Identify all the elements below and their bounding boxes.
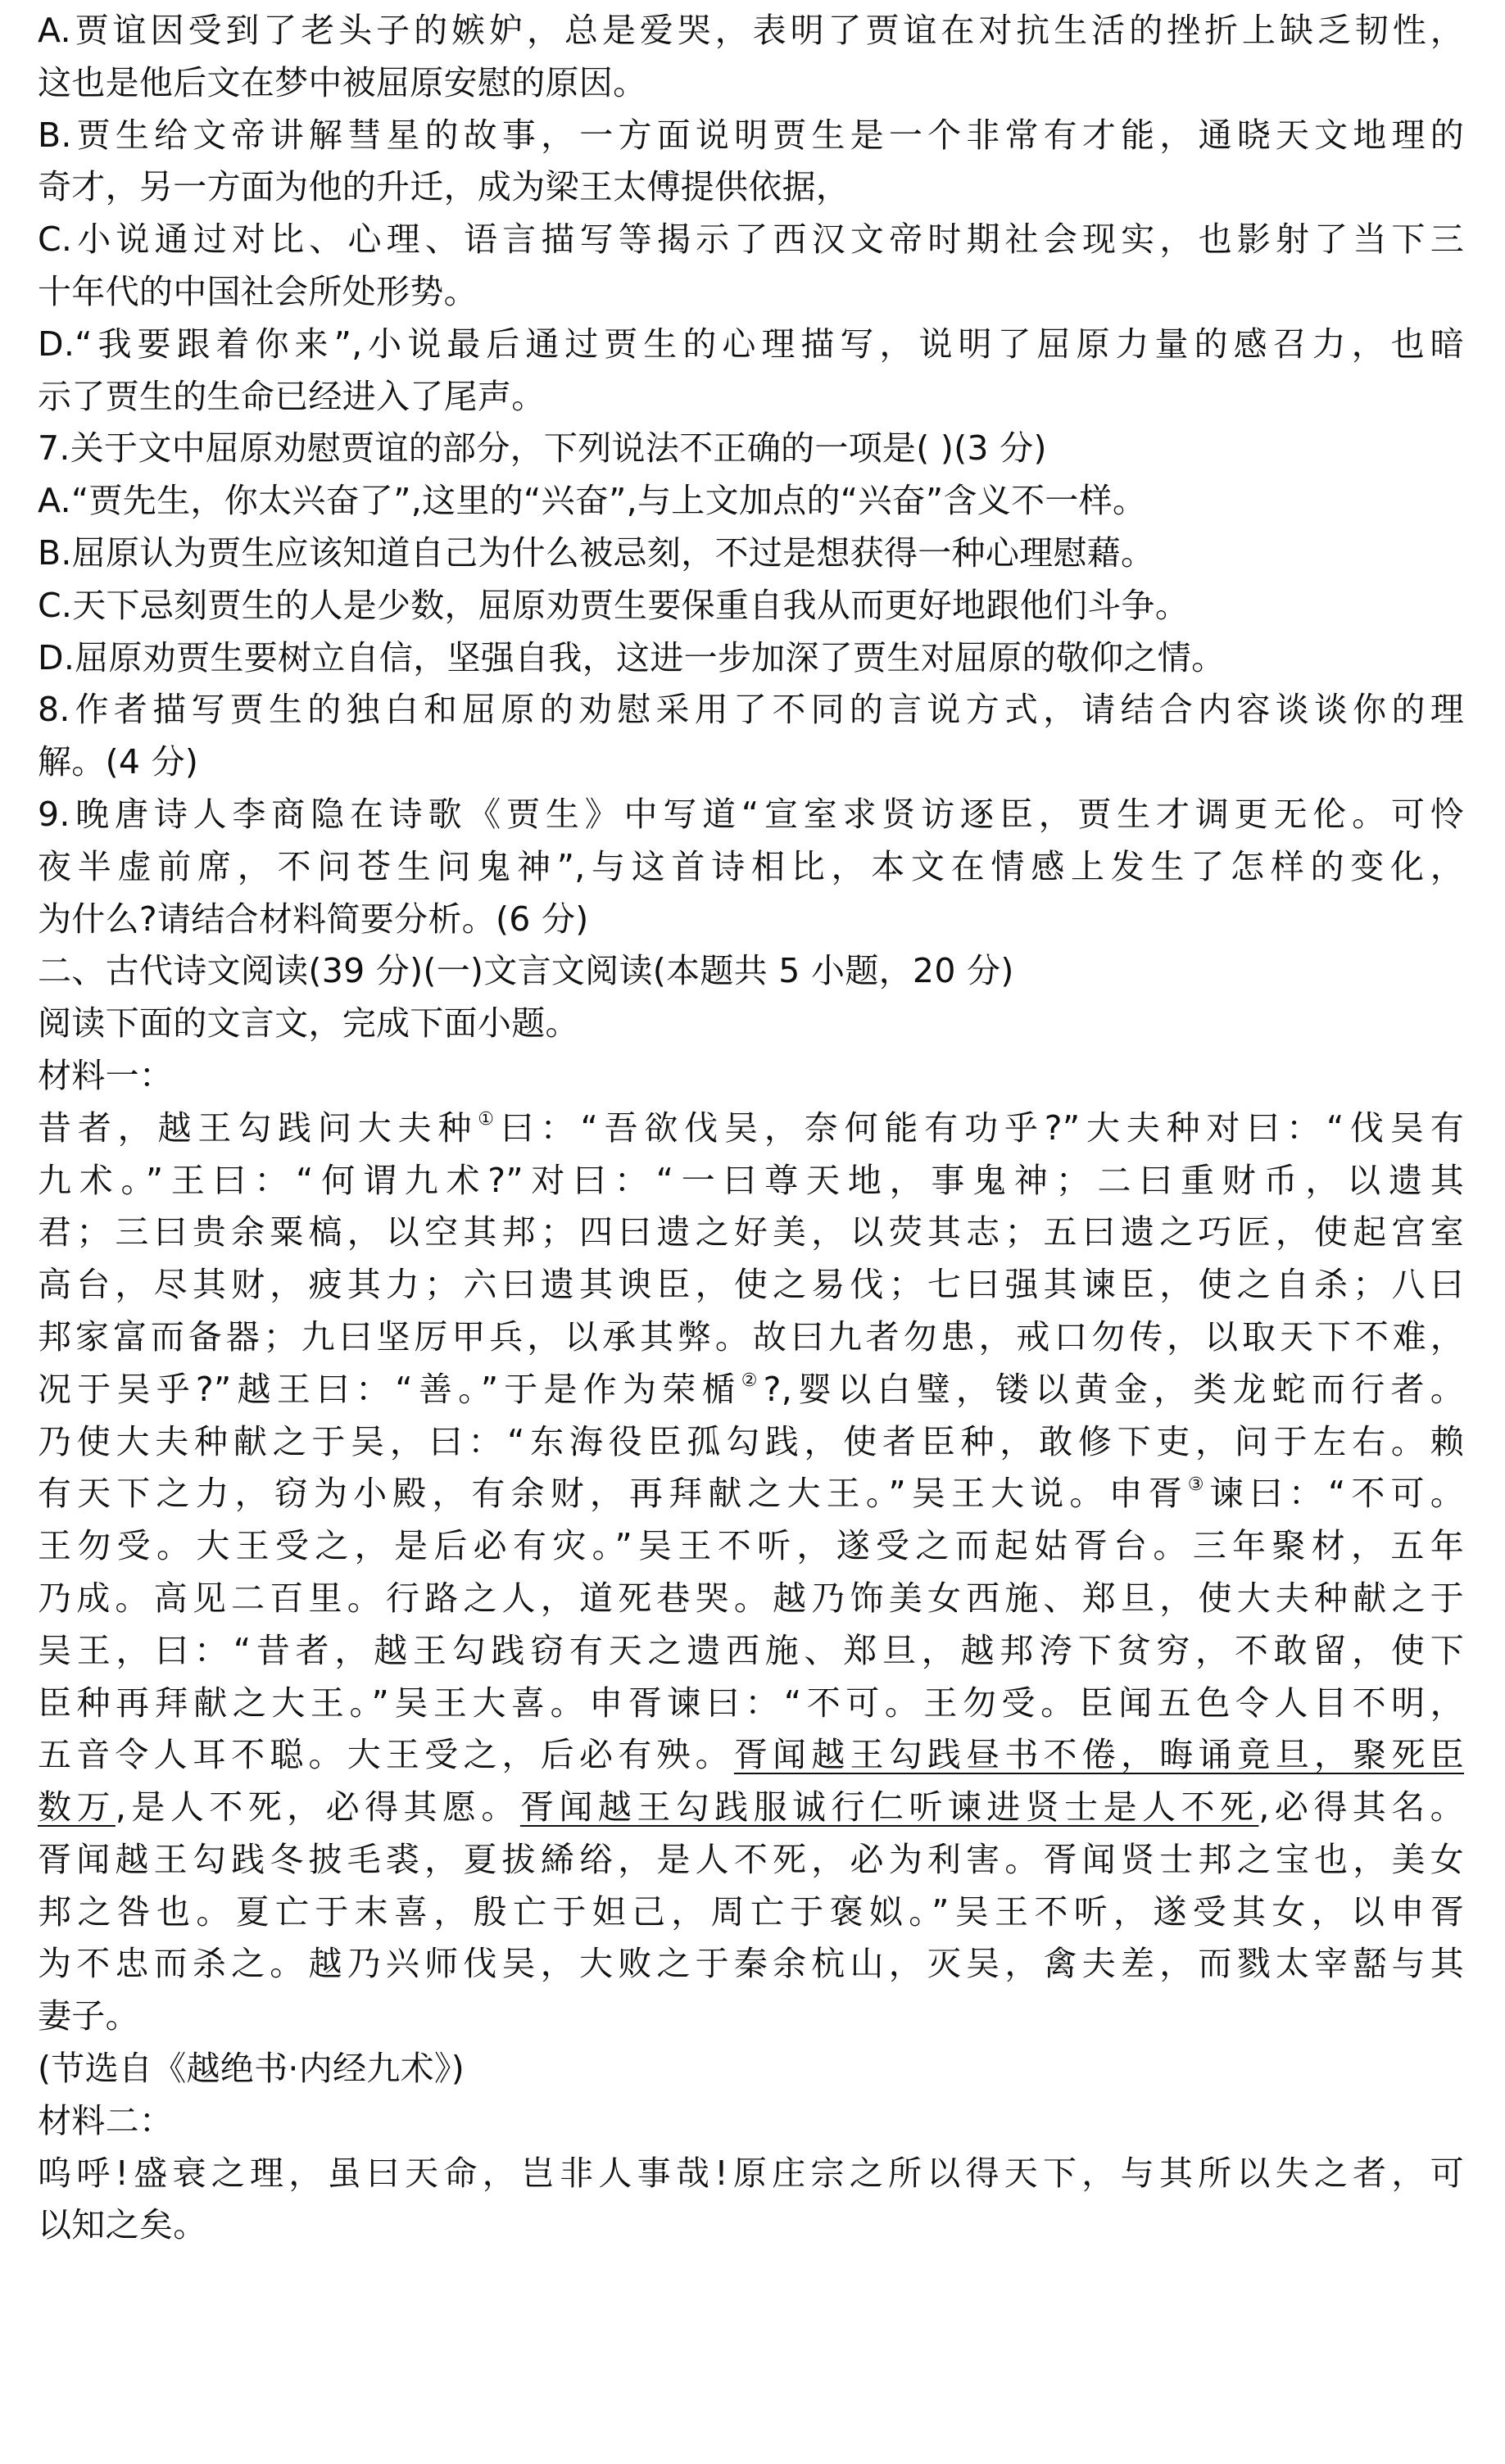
material-one-line1 (38, 1103, 1464, 1155)
material-one-line6 (38, 1364, 1464, 1416)
underlined-sentence-1a: 胥闻越王勾践昼书不倦，晦诵竟旦，聚死臣 (733, 1735, 1464, 1775)
q7-option-b: B.屈原认为贾生应该知道自己为什么被忌刻，不过是想获得一种心理慰藉。 (38, 532, 1155, 573)
q9-line1: 9.晚唐诗人李商隐在诗歌《贾生》中写道“宣室求贤访逐臣，贾生才调更无伦。可怜 (38, 794, 1464, 834)
q7-option-a: A.“贾先生，你太兴奋了”,这里的“兴奋”,与上文加点的“兴奋”含义不一样。 (38, 481, 1147, 521)
q6-option-a-line1: A.贾谊因受到了老头子的嫉妒，总是爱哭，表明了贾谊在对抗生活的挫折上缺乏韧性， (38, 11, 1464, 50)
q7-option-c: C.天下忌刻贾生的人是少数，屈原劝贾生要保重自我从而更好地跟他们斗争。 (38, 585, 1190, 625)
q6-option-b-line2: 奇才，另一方面为他的升迁，成为梁王太傅提供依据， (38, 167, 850, 207)
material-two-line1: 呜呼!盛衰之理，虽曰天命，岂非人事哉!原庄宗之所以得天下，与其所以失之者，可 (38, 2153, 1464, 2193)
m1-l13a: 五音令人耳不聪。大王受之，后必有殃。 (38, 1735, 734, 1775)
material-one-line4: 高台，尽其财，疲其力；六曰遗其谀臣，使之易伐；七曰强其谏臣，使之自杀；八曰 (38, 1265, 1464, 1305)
q6-option-d-line2: 示了贾生的生命已经进入了尾声。 (38, 376, 546, 416)
q6-option-c-line2: 十年代的中国社会所处形势。 (38, 271, 478, 311)
material-one-line14 (38, 1782, 1464, 1834)
material-one-line17: 为不忠而杀之。越乃兴师伐吴，大败之于秦余杭山，灭吴，禽夫差，而戮太宰嚭与其 (38, 1944, 1464, 1984)
material-one-line18: 妻子。 (38, 1996, 139, 2036)
material-one-line3: 君；三曰贵余粟槁，以空其邦；四曰遗之好美，以荧其志；五曰遗之巧匠，使起宫室 (38, 1212, 1464, 1252)
material-one-line13 (38, 1729, 1464, 1782)
section-heading: 二、古代诗文阅读(39 分)(一)文言文阅读(本题共 5 小题，20 分) (38, 951, 1014, 991)
m1-l14c: ,必得其名。 (1258, 1787, 1464, 1828)
m1-l6a: 况于吴乎?”越王曰：“善。”于是作为荣楯 (38, 1369, 741, 1409)
section-instruction: 阅读下面的文言文，完成下面小题。 (38, 1003, 579, 1044)
material-one-line9: 王勿受。大王受之，是后必有灾。”吴王不听，遂受之而起姑胥台。三年聚材，五年 (38, 1526, 1464, 1566)
material-two-line2: 以知之矣。 (38, 2205, 207, 2245)
m1-l1b: 曰：“吾欲伐吴，奈何能有功乎?”大夫种对曰：“伐吴有 (500, 1107, 1464, 1148)
material-one-line16: 邦之咎也。夏亡于末喜，殷亡于妲己，周亡于褒姒。”吴王不听，遂受其女，以申胥 (38, 1891, 1464, 1932)
m1-l14b: ,是人不死，必得其愿。 (115, 1787, 520, 1828)
material-two-label: 材料二： (38, 2100, 174, 2140)
m1-l1a: 昔者，越王勾践问大夫种 (38, 1107, 478, 1148)
footnote-mark-3: ③ (1187, 1474, 1210, 1496)
underlined-sentence-1b: 数万 (38, 1787, 116, 1828)
m1-l8b: 谏曰：“不可。 (1209, 1474, 1464, 1514)
material-one-line15: 胥闻越王勾践冬披毛裘，夏拔絺绤，是人不死，必为利害。胥闻贤士邦之宝也，美女 (38, 1839, 1464, 1879)
q9-line2: 夜半虚前席，不问苍生问鬼神”,与这首诗相比，本文在情感上发生了怎样的变化， (38, 846, 1464, 886)
q7-stem: 7.关于文中屈原劝慰贾谊的部分，下列说法不正确的一项是( )(3 分) (38, 428, 1047, 469)
q6-option-a-line2: 这也是他后文在梦中被屈原安慰的原因。 (38, 62, 647, 102)
m1-l8a: 有天下之力，窃为小殿，有余财，再拜献之大王。”吴王大说。申胥 (38, 1474, 1188, 1514)
q6-option-c-line1: C.小说通过对比、心理、语言描写等揭示了西汉文帝时期社会现实，也影射了当下三 (38, 220, 1464, 260)
q8-line2: 解。(4 分) (38, 742, 199, 782)
material-one-line8 (38, 1468, 1464, 1520)
q6-option-b-line1: B.贾生给文帝讲解彗星的故事，一方面说明贾生是一个非常有才能，通晓天文地理的 (38, 115, 1464, 155)
material-one-line5: 邦家富而备器；九曰坚厉甲兵，以承其弊。故曰九者勿患，戒口勿传，以取天下不难， (38, 1316, 1464, 1357)
material-one-line2: 九术。”王曰：“何谓九术?”对曰：“一曰尊天地，事鬼神；二曰重财币，以遗其 (38, 1160, 1464, 1200)
underlined-sentence-2: 胥闻越王勾践服诚行仁听谏进贤士是人不死 (519, 1787, 1259, 1828)
footnote-mark-2: ② (741, 1370, 764, 1391)
material-one-label: 材料一： (38, 1055, 174, 1095)
q7-option-d: D.屈原劝贾生要树立自信，坚强自我，这进一步加深了贾生对屈原的敬仰之情。 (38, 637, 1226, 677)
material-one-line7: 乃使大夫种献之于吴，曰：“东海役臣孤勾践，使者臣种，敢修下吏，问于左右。赖 (38, 1421, 1464, 1461)
q9-line3: 为什么?请结合材料简要分析。(6 分) (38, 899, 589, 939)
m1-l6b: ?,婴以白璧，镂以黄金，类龙蛇而行者。 (763, 1369, 1464, 1409)
q6-option-d-line1: D.“我要跟着你来”,小说最后通过贾生的心理描写，说明了屈原力量的感召力，也暗 (38, 324, 1464, 364)
q8-line1: 8.作者描写贾生的独白和屈原的劝慰采用了不同的言说方式，请结合内容谈谈你的理 (38, 690, 1464, 730)
material-one-line10: 乃成。高见二百里。行路之人，道死巷哭。越乃饰美女西施、郑旦，使大夫种献之于 (38, 1578, 1464, 1618)
material-one-line12: 臣种再拜献之大王。”吴王大喜。申胥谏曰：“不可。王勿受。臣闻五色令人目不明， (38, 1683, 1464, 1723)
material-one-line11: 吴王，曰：“昔者，越王勾践窃有天之遗西施、郑旦，越邦洿下贫穷，不敢留，使下 (38, 1630, 1464, 1670)
material-one-source: (节选自《越绝书·内经九术》) (38, 2049, 465, 2089)
footnote-mark-1: ① (478, 1108, 501, 1130)
